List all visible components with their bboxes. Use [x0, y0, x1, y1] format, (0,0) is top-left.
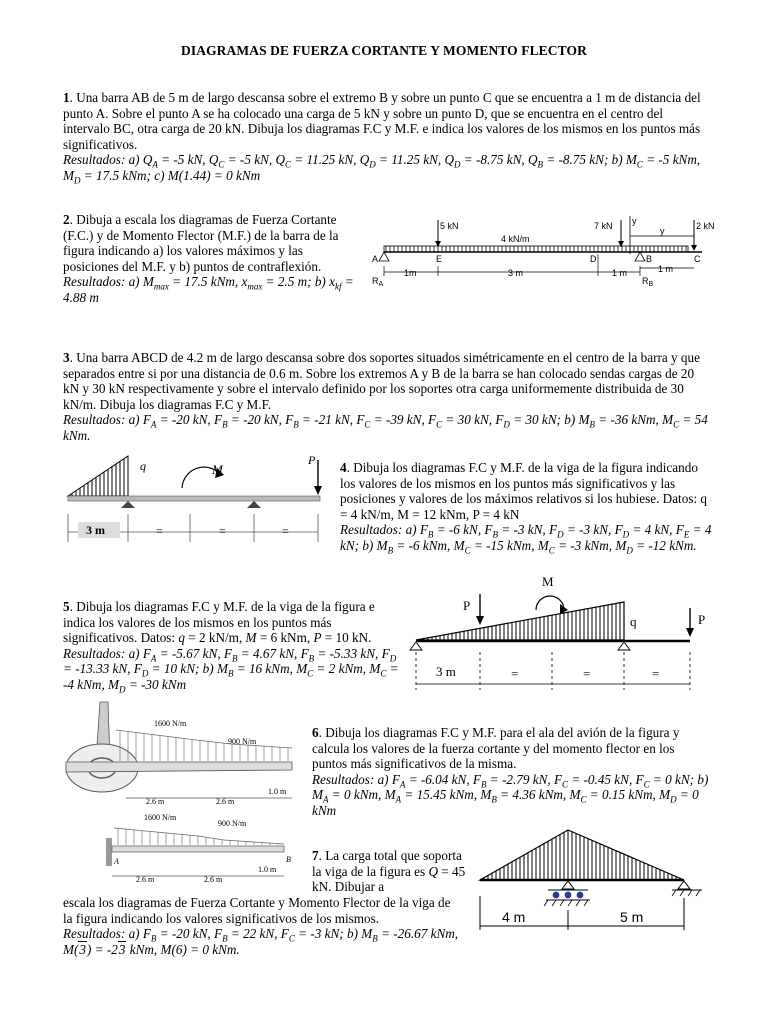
- support-2: [247, 501, 261, 508]
- beam: [68, 496, 320, 501]
- load-curve: [116, 730, 292, 748]
- page-title: DIAGRAMAS DE FUERZA CORTANTE Y MOMENTO FLECTOR: [181, 43, 587, 58]
- support-b: [635, 252, 645, 261]
- problem-number: 7: [312, 848, 319, 863]
- p-right-label: P: [698, 612, 706, 627]
- problem-7-figure: [476, 822, 716, 930]
- support-1: [121, 501, 135, 508]
- problem-number: 1: [63, 90, 70, 105]
- dim-c: 1.0 m: [268, 787, 287, 796]
- dim-eq-3: =: [282, 524, 289, 538]
- y-label: y: [632, 216, 637, 226]
- triangular-load: [68, 456, 128, 496]
- problem-5: [63, 599, 401, 693]
- problem-4-statement: [340, 460, 712, 522]
- wall: [106, 838, 112, 866]
- distributed-load: [384, 246, 688, 252]
- dim-eq-3: =: [652, 666, 660, 681]
- sqrt-3: 3: [118, 941, 126, 957]
- statement-text: . Dibuja los diagramas F.C y M.F. de la viga de la figura indicando los valores de los mismos en los puntos más significativos y las posiciones y valores de los máximos relativos si los hubiese. Datos: q = 4 kN/m, M = 12 kNm, P = 4 kN: [340, 460, 708, 522]
- load-7kn-label: 7 kN: [594, 221, 613, 231]
- problem-5-figure: [408, 570, 718, 698]
- label-a: A: [372, 254, 379, 264]
- wing: [66, 762, 292, 772]
- problem-3-results: Resultados: a) $F_A = -20$ kN, $F_B = -20$ kN, $F_B = -21$ kN, $F_C = -39$ kN, $F_C = 30$ kN, $F_D = 30$ kN; b) $M_B = -36$ kNm, $M_C = 54$ kNm.: [63, 412, 708, 443]
- reaction-b: $R_B$: [642, 276, 654, 288]
- support-c: [678, 881, 690, 889]
- roller: [577, 892, 584, 899]
- problem-6-results: Resultados: a) $F_A = -6.04$ kN, $F_B = -2.79$ kN, $F_C = -0.45$ kN, $F_C = 0$ kN; b) $M_A = 0$ kNm, $M_A = 15.45$ kNm, $M_B = 4.36$ kNm, $M_C = 0.15$ kNm, $M_D = 0$ kNm: [312, 771, 709, 818]
- dim-b: 2.6 m: [204, 875, 223, 884]
- dim-1m-b: 1 m: [612, 268, 628, 278]
- dim-eq-1: =: [511, 666, 519, 681]
- problem-4-figure: [64, 452, 332, 556]
- problem-7-statement-rest: escala los diagramas de Fuerza Cortante y Momento Flector de la viga de la figura indicando los valores significativos de los mismos.: [63, 895, 451, 926]
- support-b: [562, 881, 574, 889]
- dim-eq-2: =: [583, 666, 591, 681]
- dim-1m-c: 1 m: [658, 264, 674, 274]
- label-c: C: [694, 254, 701, 264]
- problem-5-statement: [63, 599, 401, 646]
- problem-number: 6: [312, 725, 319, 740]
- load-900-label: 900 N/m: [228, 737, 257, 746]
- label-b: B: [646, 254, 653, 264]
- roller: [553, 892, 560, 899]
- triangular-load: [480, 830, 684, 880]
- q-label: q: [140, 459, 146, 473]
- statement-text: . Dibuja los diagramas F.C y M.F. para el ala del avión de la figura y calcula los valores de la fuerza cortante y del momento flector en los puntos más significativos de la misma.: [312, 725, 680, 772]
- support-a: [410, 642, 422, 650]
- problem-1-statement: [63, 90, 708, 152]
- problem-7-statement-start: [312, 848, 468, 895]
- dim-3m: 3 m: [86, 523, 105, 537]
- dim-eq-2: =: [219, 524, 226, 538]
- statement-text: . La carga total que soporta la viga de la figura es Q = 45 kN. Dibujar a: [312, 848, 466, 895]
- moment-arrow: [536, 596, 564, 610]
- statement-text: . Una barra AB de 5 m de largo descansa sobre el extremo B y sobre un punto C que se encuentra a 1 m de distancia del punto A. Sobre el punto A se ha colocado una carga de 5 kN y sobre un punto D, que se encuentra en el centro del intervalo BC, otra carga de 20 kN. Dibuja los diagramas F.C y M.F. e indica los valores de los mismos en los puntos más significativos.: [63, 90, 701, 152]
- problem-4-results: Resultados: a) $F_B = -6$ kN, $F_B = -3$ kN, $F_D = -3$ kN, $F_D = 4$ kN, $F_E = 4$ kN; b) $M_B = -6$ kNm, $M_C = -15$ kNm, $M_C = -3$ kNm, $M_D = -12$ kNm.: [340, 522, 712, 556]
- beam: [112, 846, 284, 852]
- load-2kn-label: 2 kN: [696, 221, 715, 231]
- roller: [565, 892, 572, 899]
- statement-text: . Dibuja a escala los diagramas de Fuerza Cortante (F.C.) y de Momento Flector (M.F.) de la barra de la figura indicando a) los valores máximos y las posiciones del M.F. y b) puntos de contraflexión.: [63, 212, 339, 274]
- dim-eq-1: =: [156, 524, 163, 538]
- problem-3-statement: [63, 350, 711, 412]
- problem-5-results: Resultados: a) $F_A = -5.67$ kN, $F_B = 4.67$ kN, $F_B = -5.33$ kN, $F_D = -13.33$ kN, $F_D = 10$ kN; b) $M_B = 16$ kNm, $M_C = 2$ kNm, $M_C = -4$ kNm, $M_D = -30$ kNm: [63, 645, 399, 695]
- problem-1-results: Resultados: a) $Q_A = -5$ kN, $Q_C = -5$ kN, $Q_C = 11.25$ kN, $Q_D = 11.25$ kN, $Q_D = -8.75$ kN, $Q_B = -8.75$ kN; b) $M_C = -5$ kNm, $M_D = 17.5$ kNm; c) M(1.44) = 0 kNm: [63, 152, 701, 186]
- problem-number: 2: [63, 212, 70, 227]
- problem-7-intro: [312, 848, 468, 895]
- reaction-a: $R_A$: [372, 276, 384, 288]
- support-a: [379, 252, 389, 261]
- statement-text: . Dibuja los diagramas F.C y M.F. de la viga de la figura e indica los valores de los mismos en los puntos más significativos. Datos: q = 2 kN/m, M = 6 kNm, P = 10 kN.: [63, 599, 375, 646]
- problem-number: 4: [340, 460, 347, 475]
- p-left-label: P: [463, 598, 471, 613]
- dim-5m: 5 m: [620, 909, 644, 925]
- problem-6: [312, 725, 710, 819]
- problem-2-figure: [368, 214, 728, 290]
- problem-7: [63, 895, 463, 957]
- m-label: M: [212, 462, 223, 477]
- problem-7-results: Resultados: a) $F_B = -20$ kN, $F_B = 22$ kN, $F_C = -3$ kN; b) $M_B = -26.67$ kNm, M(3) = -23 kNm, M(6) = 0 kNm.: [63, 926, 459, 957]
- dim-b: 2.6 m: [216, 797, 235, 806]
- problem-4: [340, 460, 712, 554]
- dim-3m: 3 m: [436, 664, 456, 679]
- problem-2: [63, 212, 355, 306]
- load-900-label: 900 N/m: [218, 819, 247, 828]
- m-label: M: [542, 574, 554, 589]
- y-dimension-label: y: [660, 226, 665, 236]
- problem-2-statement: [63, 212, 355, 274]
- label-e: E: [436, 254, 443, 264]
- q-label: q: [630, 614, 637, 629]
- load-curve: [114, 828, 284, 844]
- p-label: P: [308, 453, 316, 467]
- load-1600-label: 1600 N/m: [144, 813, 177, 822]
- dim-c: 1.0 m: [258, 865, 277, 874]
- load-5kn-label: 5 kN: [440, 221, 459, 231]
- dim-a: 2.6 m: [136, 875, 155, 884]
- statement-text: . Una barra ABCD de 4.2 m de largo descansa sobre dos soportes situados simétricamente en el centro de la barra y que separados entre si por una distancia de 0.6 m. Sobre los extremos A y B de la barra se han colocado sendas cargas de 20 kN y 30 kN respectivamente y sobre el intervalo definido por los soportes otra carga uniformemente distribuida de 30 kN/m. Dibuja los diagramas F.C y M.F.: [63, 350, 700, 412]
- problem-6-statement: [312, 725, 710, 772]
- label-b: B: [286, 855, 291, 864]
- dim-a: 2.6 m: [146, 797, 165, 806]
- problem-3: [63, 350, 711, 444]
- problem-6-beam-figure: [98, 810, 298, 886]
- problem-2-results: Resultados: a) $M_{max} = 17.5$ kNm, $x_{max} = 2.5$ m; b) $x_{kf} = 4.88$ m: [63, 274, 354, 305]
- dim-4m: 4 m: [502, 909, 526, 925]
- dist-load-label: 4 kN/m: [501, 234, 530, 244]
- load-1600-label: 1600 N/m: [154, 719, 187, 728]
- problem-number: 3: [63, 350, 70, 365]
- dim-3m: 3 m: [508, 268, 524, 278]
- label-d: D: [590, 254, 597, 264]
- sqrt-3: 3: [79, 941, 86, 957]
- label-a: A: [114, 857, 119, 866]
- support-b: [618, 642, 630, 650]
- problem-1: [63, 90, 708, 184]
- dim-1m: 1m: [404, 268, 417, 278]
- problem-number: 5: [63, 599, 70, 614]
- problem-6-wing-figure: [56, 700, 300, 806]
